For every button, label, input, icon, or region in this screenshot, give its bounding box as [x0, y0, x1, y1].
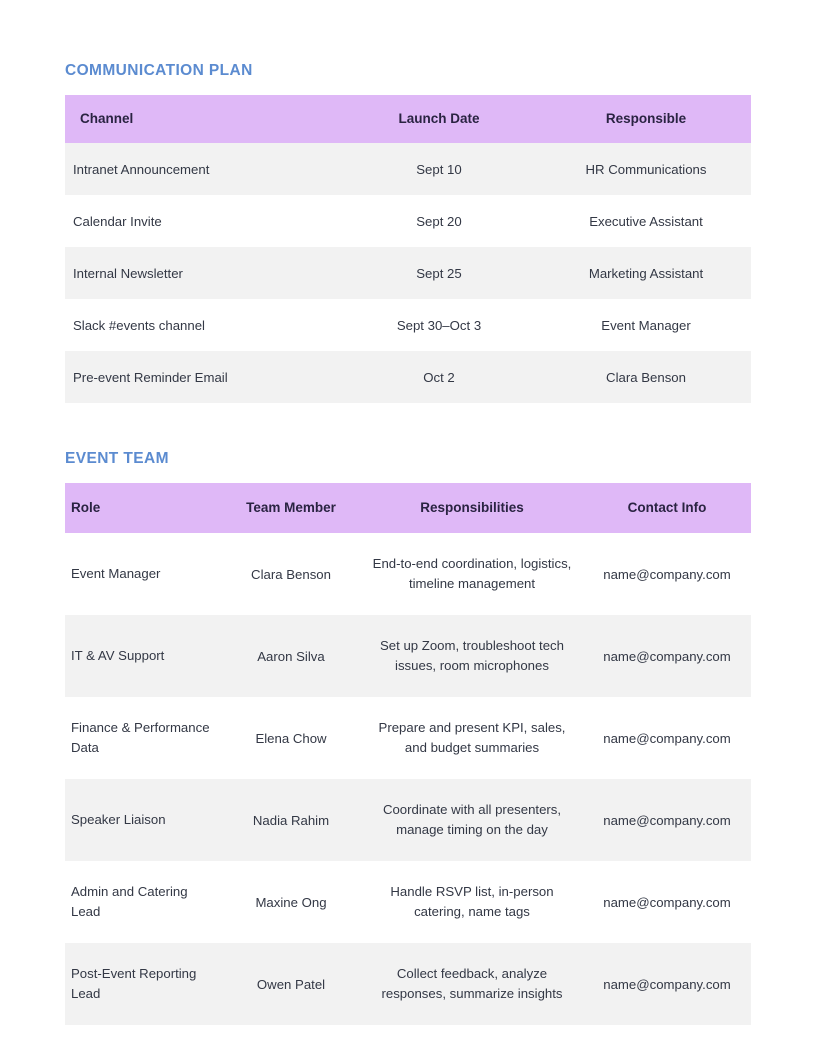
cell-responsibilities: Coordinate with all presenters, manage timing on the day	[382, 802, 562, 838]
cell-responsible: HR Communications	[585, 161, 707, 177]
table-header-row-event-team	[65, 483, 751, 533]
column-header-channel: Channel	[65, 95, 337, 143]
table-row	[65, 697, 751, 779]
cell-responsible: Executive Assistant	[589, 213, 703, 229]
table-row	[65, 943, 751, 1025]
cell-responsible: Marketing Assistant	[588, 265, 704, 281]
cell-responsibilities: Handle RSVP list, in-person catering, name tags	[390, 884, 554, 920]
cell-channel: Slack #events channel	[73, 317, 205, 333]
cell-team-member: Elena Chow	[255, 730, 327, 746]
cell-channel: Internal Newsletter	[73, 265, 183, 281]
cell-responsibilities: End-to-end coordination, logistics, timeline management	[372, 556, 572, 592]
cell-team-member: Clara Benson	[251, 566, 331, 582]
communication-plan-table	[65, 95, 751, 403]
column-header-launch-date: Launch Date	[337, 95, 541, 143]
cell-launch-date: Sept 25	[416, 265, 462, 281]
cell-role: Event Manager	[71, 566, 161, 582]
cell-launch-date: Sept 10	[416, 161, 462, 177]
cell-role: Finance & Performance Data	[71, 720, 210, 756]
cell-contact-info: name@company.com	[603, 566, 731, 582]
cell-channel: Pre-event Reminder Email	[73, 369, 228, 385]
section-title-event-team: EVENT TEAM	[65, 450, 169, 467]
cell-role: Speaker Liaison	[71, 812, 166, 828]
table-row	[65, 195, 751, 247]
cell-launch-date: Oct 2	[423, 369, 455, 385]
cell-contact-info: name@company.com	[603, 894, 731, 910]
section-communication-plan	[65, 62, 751, 403]
cell-launch-date: Sept 30–Oct 3	[396, 317, 482, 333]
cell-team-member: Maxine Ong	[255, 894, 327, 910]
table-row	[65, 143, 751, 195]
cell-responsible: Clara Benson	[606, 369, 686, 385]
section-event-team	[65, 450, 751, 1025]
section-title-communication-plan: COMMUNICATION PLAN	[65, 62, 253, 79]
table-row	[65, 779, 751, 861]
communication-plan-table-body	[65, 143, 751, 403]
event-team-table	[65, 483, 751, 1025]
table-header-row-communication	[65, 95, 751, 143]
table-row	[65, 533, 751, 615]
cell-responsibilities: Set up Zoom, troubleshoot tech issues, room microphones	[379, 638, 564, 674]
column-header-responsible: Responsible	[541, 95, 751, 143]
cell-role: Admin and Catering Lead	[71, 884, 188, 920]
cell-team-member: Nadia Rahim	[252, 812, 330, 828]
table-row	[65, 299, 751, 351]
column-header-responsibilities: Responsibilities	[361, 483, 583, 533]
column-header-role: Role	[65, 483, 221, 533]
table-row	[65, 615, 751, 697]
table-row	[65, 861, 751, 943]
cell-launch-date: Sept 20	[416, 213, 462, 229]
column-header-team-member: Team Member	[221, 483, 361, 533]
cell-channel: Calendar Invite	[73, 213, 162, 229]
cell-contact-info: name@company.com	[603, 976, 731, 992]
cell-responsibilities: Collect feedback, analyze responses, summarize insights	[381, 966, 563, 1002]
cell-role: Post-Event Reporting Lead	[71, 966, 197, 1002]
event-team-table-body	[65, 533, 751, 1025]
cell-contact-info: name@company.com	[603, 648, 731, 664]
table-row	[65, 351, 751, 403]
table-row	[65, 247, 751, 299]
column-header-contact-info: Contact Info	[583, 483, 751, 533]
cell-contact-info: name@company.com	[603, 812, 731, 828]
cell-responsible: Event Manager	[601, 317, 691, 333]
cell-team-member: Owen Patel	[256, 976, 326, 992]
cell-team-member: Aaron Silva	[257, 648, 325, 664]
cell-responsibilities: Prepare and present KPI, sales, and budget summaries	[378, 720, 566, 756]
cell-contact-info: name@company.com	[603, 730, 731, 746]
cell-role: IT & AV Support	[71, 648, 165, 664]
cell-channel: Intranet Announcement	[73, 161, 210, 177]
